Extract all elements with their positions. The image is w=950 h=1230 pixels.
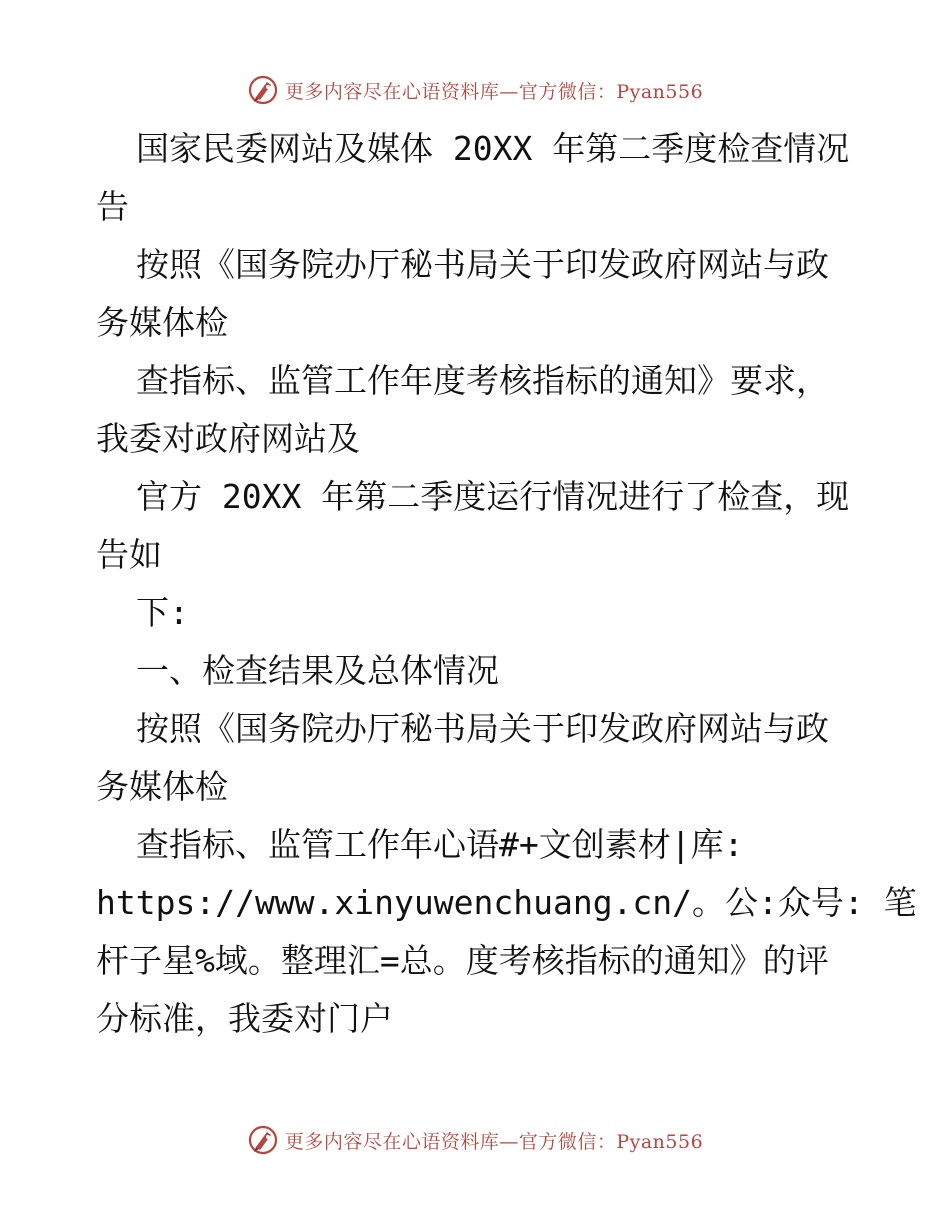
pen-logo-icon — [247, 1124, 279, 1156]
footer-banner — [0, 1120, 950, 1160]
footer-banner-text: 更多内容尽在心语资料库—官方微信：Pyan556 — [284, 1130, 704, 1153]
doc-paragraph-line: 查指标、监管工作年心语#+文创素材|库: — [136, 825, 744, 864]
doc-paragraph-line: 分标准，我委对门户 — [96, 999, 393, 1038]
header-banner-text: 更多内容尽在心语资料库—官方微信：Pyan556 — [284, 80, 704, 103]
doc-paragraph-line: 杆子星%域。整理汇=总。度考核指标的通知》的评 — [96, 941, 829, 980]
doc-paragraph-line: 按照《国务院办厅秘书局关于印发政府网站与政 — [136, 709, 829, 748]
doc-paragraph-line: 我委对政府网站及 — [96, 419, 360, 458]
doc-title-line: 国家民委网站及媒体 20XX 年第二季度检查情况 — [136, 129, 850, 168]
header-banner — [0, 70, 950, 110]
doc-paragraph-line: 务媒体检 — [96, 767, 228, 806]
doc-paragraph-line: 查指标、监管工作年度考核指标的通知》要求， — [136, 361, 829, 400]
doc-paragraph-line: 下: — [136, 593, 189, 632]
pen-logo-icon — [247, 74, 279, 106]
doc-paragraph-line: 官方 20XX 年第二季度运行情况进行了检查，现 — [136, 477, 850, 516]
doc-paragraph-line: 务媒体检 — [96, 303, 228, 342]
doc-url-line: https://www.xinyuwenchuang.cn/。公:众号: 笔 — [96, 883, 917, 922]
section-heading: 一、检查结果及总体情况 — [136, 651, 499, 690]
document-body — [96, 120, 917, 1048]
doc-title-continuation: 告 — [96, 187, 129, 226]
doc-paragraph-line: 按照《国务院办厅秘书局关于印发政府网站与政 — [136, 245, 829, 284]
doc-paragraph-line: 告如 — [96, 535, 162, 574]
